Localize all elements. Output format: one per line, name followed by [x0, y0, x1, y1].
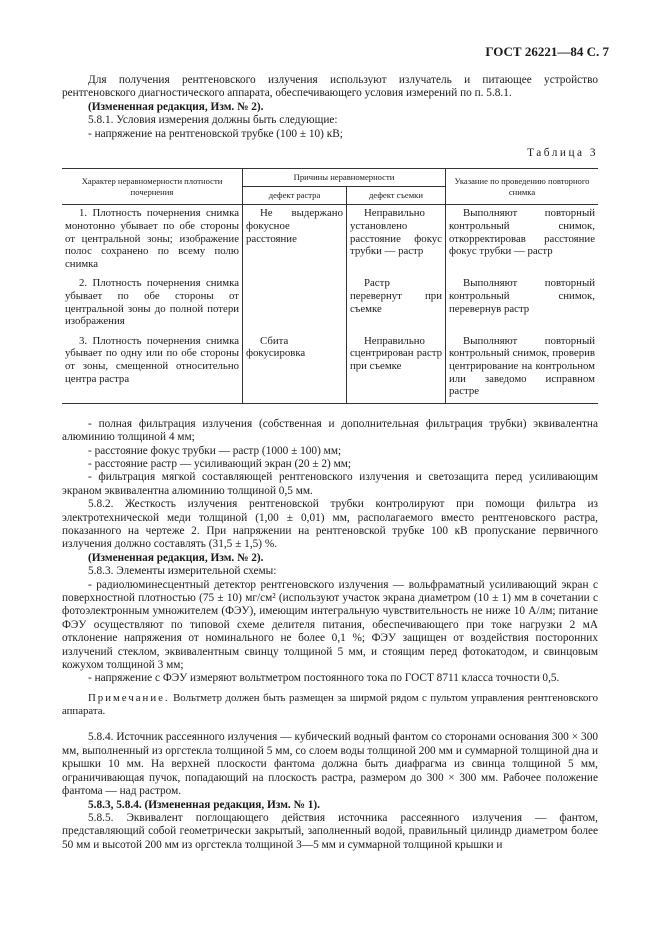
clause-5-8-3: 5.8.3. Элементы измерительной схемы:: [88, 565, 277, 578]
table-row: [62, 205, 598, 275]
clause-5-8-5: 5.8.5. Эквивалент поглощающего действия источника рассеянного излучения — фантом, представляющий собой геометрически закрытый, заполненный водой, правильный цилиндр диаметром более 50 мм и высотой 200 мм из оргстекла толщиной 3—5 мм и суммарной толщиной крышки и: [62, 811, 598, 851]
document-body: [62, 74, 598, 852]
note-label: Примечание.: [88, 691, 170, 704]
header-sub-shooting-defect: дефект съемки: [347, 187, 446, 205]
list-item-detector: - радиолюминесцентный детектор рентгеновского излучения — вольфраматный усиливающий экран с поверхностной плотностью (75 ± 10) мг/см² (используют участок экрана диаметром (10 ± 1) мм в сочетании с фотоэлектронным умножителем (ФЭУ), имеющим интегральную чувствительность не ниже 10 А/лм; питание ФЭУ осуществляют по типовой схеме делителя питания, обеспечивающего при токе нагрузки 2 мА отклонение напряжения от номинального не более 0,1 %; ФЭУ защищен от воздействия посторонних излучений стеклом, эквивалентным свинцу толщиной 5 мм, и стоящим перед фотокатодом, и свинцовым кожухом толщиной 3 мм;: [62, 578, 598, 672]
table-cell: Выполняют повторный контрольный снимок, проверив центрирование на контрольном или заведомо исправном растре: [446, 333, 599, 403]
list-item-filtration: - полная фильтрация излучения (собственная и дополнительная фильтрация трубки) эквивалентна алюминию толщиной 4 мм;: [62, 417, 598, 444]
table-row: [62, 333, 598, 403]
list-item-voltmeter: - напряжение с ФЭУ измеряют вольтметром постоянного тока по ГОСТ 8711 класса точности 0,5.: [88, 672, 560, 685]
table-cell: 1. Плотность почернения снимка монотонно убывает по обе стороны от центральной зоны; изображение полос сохранено по всему полю снимка: [62, 205, 243, 275]
list-item-soft-filtration: - фильтрация мягкой составляющей рентгеновского излучения и светозащита перед усиливающим экраном эквивалентна алюминию толщиной 0,5 мм.: [62, 471, 598, 497]
revision-note-3: 5.8.3, 5.8.4. (Измененная редакция, Изм. № 1).: [88, 798, 320, 811]
header-group-causes: Причины неравномерности: [243, 169, 446, 187]
table-row: [62, 275, 598, 332]
page-header: ГОСТ 26221—84 С. 7: [485, 44, 609, 59]
list-item-voltage: - напряжение на рентгеновской трубке (100 ± 10) кВ;: [88, 127, 343, 140]
table-cell: Сбита фокусировка: [243, 333, 347, 403]
note: [62, 692, 598, 718]
clause-5-8-1: 5.8.1. Условия измерения должны быть следующие:: [88, 114, 338, 127]
header-col-instructions: Указание по проведению повторного снимка: [446, 169, 599, 205]
table-caption: Таблица 3: [527, 147, 598, 160]
clause-5-8-2: 5.8.2. Жесткость излучения рентгеновской трубки контролируют при помощи фильтра из электротехнической меди толщиной (1,00 ± 0,01) мм, располагаемого вместо рентгеновского растра, показанного на чертеже 2. При напряжении на рентгеновской трубке 100 кВ пропускание первичного излучения должно составлять (31,5 ± 1,5) %.: [62, 498, 598, 551]
table-cell: 2. Плотность почернения снимка убывает по обе стороны от центральной зоны до полной потери изображения: [62, 275, 243, 332]
note-text: Вольтметр должен быть размещен за ширмой рядом с пультом управления рентгеновского аппарата.: [62, 691, 598, 717]
table-cell: Выполняют повторный контрольный снимок, откорректировав расстояние фокус трубки — растр: [449, 207, 595, 258]
list-item-screen-distance: - расстояние растр — усиливающий экран (20 ± 2) мм;: [88, 457, 352, 470]
header-col-character: Характер неравномерности плотности почернения: [62, 169, 243, 205]
table-3: [62, 168, 598, 403]
table-cell: 3. Плотность почернения снимка убывает по одну или по обе стороны от зоны, смещенной относительно центра растра: [62, 333, 243, 403]
header-sub-raster-defect: дефект растра: [243, 187, 347, 205]
table-cell: Выполняют повторный контрольный снимок, перевернув растр: [449, 277, 595, 315]
table-cell: [243, 275, 347, 332]
table-cell: Не выдержано фокусное расстояние: [243, 205, 347, 275]
revision-note-1: (Измененная редакция, Изм. № 2).: [88, 100, 264, 113]
revision-note-2: (Измененная редакция, Изм. № 2).: [88, 551, 264, 564]
table-cell: Растр перевернут при съемке: [347, 275, 446, 332]
table-cell: Неправильно установлено расстояние фокус трубки — растр: [347, 205, 446, 275]
list-item-focus-distance: - расстояние фокус трубки — растр (1000 ± 100) мм;: [88, 444, 342, 457]
clause-5-8-4: 5.8.4. Источник рассеянного излучения — кубический водный фантом со сторонами основания 300 × 300 мм, выполненный из оргстекла толщиной 5 мм, со слоем воды толщиной 200 мм и суммарной толщиной дна и крышки 10 мм. На верхней плоскости фантома должна быть диафрагма из свинца толщиной 5 мм, ограничивающая пучок, попадающий на плоскость растра, размером до 300 × 300 мм. Рабочее положение фантома — над растром.: [62, 731, 598, 798]
intro-paragraph: Для получения рентгеновского излучения используют излучатель и питающее устройство рентгеновского диагностического аппарата, обеспечивающего условия измерений по п. 5.8.1.: [62, 74, 598, 100]
table-cell: Неправильно сцентрирован растр при съемке: [347, 333, 446, 403]
